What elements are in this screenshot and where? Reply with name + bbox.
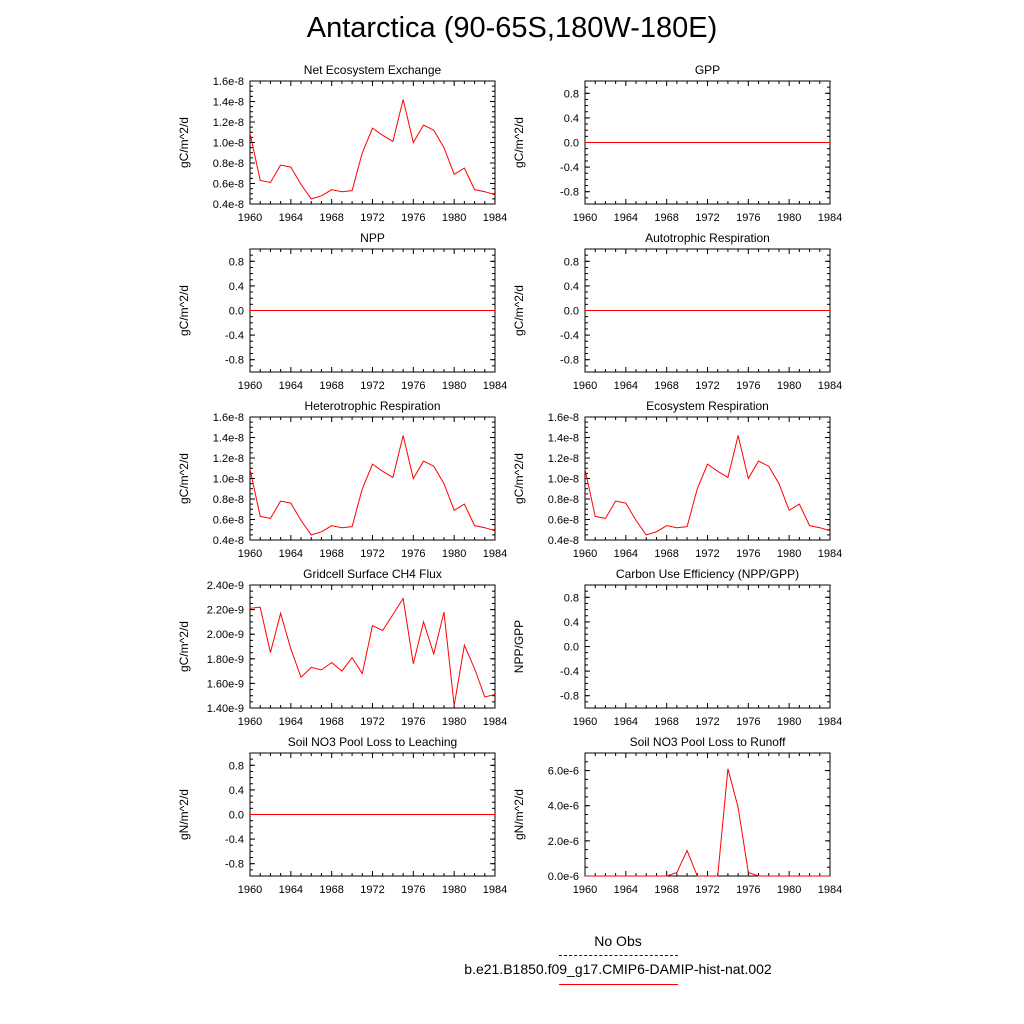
- y-tick-label: 1.2e-8: [547, 453, 579, 465]
- y-axis-label: gC/m^2/d: [177, 117, 191, 168]
- x-tick-label: 1976: [736, 716, 761, 728]
- series-line: [250, 99, 495, 198]
- x-tick-label: 1968: [654, 716, 679, 728]
- y-tick-label: 0.4: [228, 784, 244, 797]
- x-tick-label: 1968: [319, 716, 344, 728]
- x-tick-label: 1984: [482, 548, 508, 560]
- x-tick-label: 1972: [695, 548, 720, 560]
- x-tick-label: 1968: [654, 548, 679, 560]
- legend-obs-line: [559, 955, 678, 956]
- x-tick-label: 1960: [572, 212, 598, 224]
- y-tick-label: 0.4: [563, 280, 579, 293]
- x-tick-label: 1968: [654, 884, 679, 896]
- x-tick-label: 1964: [278, 212, 304, 224]
- x-tick-label: 1960: [237, 884, 263, 896]
- plot-frame: [585, 417, 830, 540]
- x-tick-label: 1960: [572, 548, 598, 560]
- x-tick-label: 1964: [613, 212, 639, 224]
- x-tick-label: 1976: [736, 380, 761, 392]
- x-tick-label: 1976: [736, 548, 761, 560]
- x-tick-label: 1972: [360, 548, 385, 560]
- x-tick-label: 1964: [278, 884, 304, 896]
- y-tick-label: 0.0: [563, 641, 579, 654]
- y-tick-label: 2.00e-9: [206, 629, 244, 642]
- y-tick-label: 1.6e-8: [212, 412, 244, 424]
- x-tick-label: 1984: [482, 884, 508, 896]
- panel-5: [512, 399, 842, 560]
- x-tick-label: 1984: [482, 212, 508, 224]
- plot-frame: [585, 753, 830, 876]
- y-tick-label: 0.8e-8: [212, 494, 244, 506]
- x-tick-label: 1968: [654, 212, 679, 224]
- y-tick-label: 0.0: [228, 305, 244, 318]
- y-tick-label: -0.8: [560, 690, 579, 703]
- y-tick-label: 1.2e-8: [212, 453, 244, 465]
- y-tick-label: 0.4: [563, 616, 579, 629]
- y-tick-label: -0.8: [225, 354, 244, 367]
- y-tick-label: 0.0: [228, 809, 244, 822]
- panel-title: Net Ecosystem Exchange: [303, 63, 442, 77]
- x-tick-label: 1964: [278, 380, 304, 392]
- legend-obs-label: No Obs: [594, 933, 642, 949]
- x-tick-label: 1960: [237, 548, 263, 560]
- plot-frame: [585, 585, 830, 708]
- x-tick-label: 1976: [736, 884, 761, 896]
- y-tick-label: 0.8: [228, 760, 244, 773]
- y-tick-label: 0.0: [563, 137, 579, 150]
- x-tick-label: 1980: [776, 884, 802, 896]
- x-tick-label: 1976: [736, 212, 761, 224]
- x-tick-label: 1960: [237, 716, 263, 728]
- series-line: [250, 435, 495, 534]
- x-tick-label: 1984: [817, 716, 843, 728]
- y-tick-label: 0.4: [228, 280, 244, 293]
- page-title: Antarctica (90-65S,180W-180E): [306, 12, 718, 44]
- x-tick-label: 1968: [319, 884, 344, 896]
- y-tick-label: 1.4e-8: [212, 432, 244, 445]
- y-tick-label: 0.8: [228, 256, 244, 269]
- series-line: [250, 599, 495, 706]
- y-tick-label: 0.0: [563, 305, 579, 318]
- plot-frame: [250, 585, 495, 708]
- y-tick-label: 0.6e-8: [547, 514, 579, 527]
- x-tick-label: 1972: [695, 380, 720, 392]
- y-tick-label: 0.6e-8: [212, 178, 244, 191]
- x-tick-label: 1980: [776, 716, 802, 728]
- panel-9: [512, 735, 842, 896]
- y-tick-label: 0.4: [563, 112, 579, 125]
- y-tick-label: 1.0e-8: [547, 473, 579, 486]
- x-tick-label: 1980: [441, 884, 467, 896]
- y-tick-label: 2.0e-6: [547, 835, 579, 848]
- x-tick-label: 1972: [360, 716, 385, 728]
- x-tick-label: 1968: [319, 212, 344, 224]
- y-tick-label: 1.80e-9: [206, 653, 244, 666]
- x-tick-label: 1964: [613, 380, 639, 392]
- y-tick-label: 1.2e-8: [212, 117, 244, 129]
- x-tick-label: 1976: [401, 716, 426, 728]
- y-axis-label: gC/m^2/d: [177, 621, 191, 672]
- panel-title: Soil NO3 Pool Loss to Runoff: [629, 735, 786, 749]
- x-tick-label: 1984: [817, 212, 843, 224]
- y-tick-label: 6.0e-6: [547, 765, 579, 778]
- panel-0: [177, 63, 507, 224]
- y-tick-label: 0.8: [563, 256, 579, 269]
- y-tick-label: 2.20e-9: [206, 604, 244, 617]
- x-tick-label: 1964: [278, 716, 304, 728]
- x-tick-label: 1960: [572, 716, 598, 728]
- y-axis-label: gC/m^2/d: [512, 117, 526, 168]
- x-tick-label: 1984: [817, 884, 843, 896]
- y-tick-label: 0.4e-8: [212, 535, 244, 547]
- y-tick-label: -0.4: [225, 330, 244, 343]
- y-tick-label: 0.8: [563, 592, 579, 605]
- x-tick-label: 1972: [360, 884, 385, 896]
- x-tick-label: 1980: [776, 380, 802, 392]
- y-tick-label: 1.4e-8: [212, 96, 244, 109]
- x-tick-label: 1984: [482, 380, 508, 392]
- panel-3: [512, 231, 842, 392]
- panel-title: Carbon Use Efficiency (NPP/GPP): [615, 567, 800, 581]
- panel-title: Autotrophic Respiration: [645, 231, 770, 245]
- y-tick-label: -0.4: [560, 162, 579, 175]
- panel-title: GPP: [694, 63, 721, 77]
- x-tick-label: 1964: [613, 884, 639, 896]
- x-tick-label: 1972: [695, 212, 720, 224]
- x-tick-label: 1972: [695, 716, 720, 728]
- panel-title: Soil NO3 Pool Loss to Leaching: [287, 735, 458, 749]
- y-tick-label: 1.0e-8: [212, 473, 244, 486]
- x-tick-label: 1984: [482, 716, 508, 728]
- series-line: [585, 435, 830, 534]
- x-tick-label: 1984: [817, 548, 843, 560]
- y-tick-label: 0.0e-6: [547, 871, 579, 883]
- legend-model-line: [559, 984, 678, 985]
- y-tick-label: 0.6e-8: [212, 514, 244, 527]
- y-tick-label: 1.4e-8: [547, 432, 579, 445]
- plot-frame: [250, 417, 495, 540]
- x-tick-label: 1964: [278, 548, 304, 560]
- x-tick-label: 1960: [237, 212, 263, 224]
- panel-6: [177, 567, 507, 728]
- plot-frame: [250, 81, 495, 204]
- x-tick-label: 1976: [401, 548, 426, 560]
- y-axis-label: NPP/GPP: [512, 619, 526, 674]
- y-tick-label: -0.4: [560, 666, 579, 679]
- x-tick-label: 1984: [817, 380, 843, 392]
- y-axis-label: gC/m^2/d: [512, 285, 526, 336]
- x-tick-label: 1964: [613, 548, 639, 560]
- x-tick-label: 1980: [441, 380, 467, 392]
- x-tick-label: 1964: [613, 716, 639, 728]
- y-tick-label: 4.0e-6: [547, 800, 579, 813]
- panel-1: [512, 63, 842, 224]
- y-tick-label: 1.40e-9: [206, 703, 244, 715]
- x-tick-label: 1972: [695, 884, 720, 896]
- y-tick-label: 1.0e-8: [212, 137, 244, 150]
- y-tick-label: 2.40e-9: [206, 580, 244, 592]
- x-tick-label: 1968: [319, 380, 344, 392]
- y-tick-label: 0.8e-8: [212, 158, 244, 170]
- x-tick-label: 1976: [401, 212, 426, 224]
- y-tick-label: -0.4: [225, 834, 244, 847]
- x-tick-label: 1976: [401, 380, 426, 392]
- panel-title: Heterotrophic Respiration: [304, 399, 441, 413]
- x-tick-label: 1960: [237, 380, 263, 392]
- x-tick-label: 1960: [572, 380, 598, 392]
- x-tick-label: 1968: [654, 380, 679, 392]
- y-axis-label: gC/m^2/d: [177, 285, 191, 336]
- y-tick-label: -0.8: [560, 186, 579, 199]
- x-tick-label: 1976: [401, 884, 426, 896]
- x-tick-label: 1980: [776, 212, 802, 224]
- y-tick-label: 0.8e-8: [547, 494, 579, 506]
- y-tick-label: 0.4e-8: [547, 535, 579, 547]
- y-tick-label: 0.4e-8: [212, 199, 244, 211]
- panel-title: Ecosystem Respiration: [646, 399, 769, 413]
- y-tick-label: 1.6e-8: [547, 412, 579, 424]
- panel-7: [512, 567, 842, 728]
- x-tick-label: 1968: [319, 548, 344, 560]
- y-tick-label: -0.8: [560, 354, 579, 367]
- panel-title: Gridcell Surface CH4 Flux: [303, 567, 442, 581]
- panel-8: [177, 735, 507, 896]
- series-line: [585, 769, 830, 876]
- y-tick-label: 1.6e-8: [212, 76, 244, 88]
- x-tick-label: 1960: [572, 884, 598, 896]
- y-axis-label: gN/m^2/d: [177, 789, 191, 840]
- y-tick-label: 0.8: [563, 88, 579, 101]
- x-tick-label: 1980: [441, 212, 467, 224]
- y-tick-label: -0.8: [225, 858, 244, 871]
- panel-4: [177, 399, 507, 560]
- legend: [0, 930, 1024, 1000]
- panel-title: NPP: [360, 231, 385, 245]
- y-axis-label: gC/m^2/d: [177, 453, 191, 504]
- x-tick-label: 1972: [360, 380, 385, 392]
- x-tick-label: 1980: [776, 548, 802, 560]
- panel-2: [177, 231, 507, 392]
- y-tick-label: -0.4: [560, 330, 579, 343]
- x-tick-label: 1980: [441, 548, 467, 560]
- legend-model-label: b.e21.B1850.f09_g17.CMIP6-DAMIP-hist-nat.002: [464, 961, 772, 977]
- y-axis-label: gC/m^2/d: [512, 453, 526, 504]
- x-tick-label: 1972: [360, 212, 385, 224]
- x-tick-label: 1980: [441, 716, 467, 728]
- y-tick-label: 1.60e-9: [206, 678, 244, 691]
- y-axis-label: gN/m^2/d: [512, 789, 526, 840]
